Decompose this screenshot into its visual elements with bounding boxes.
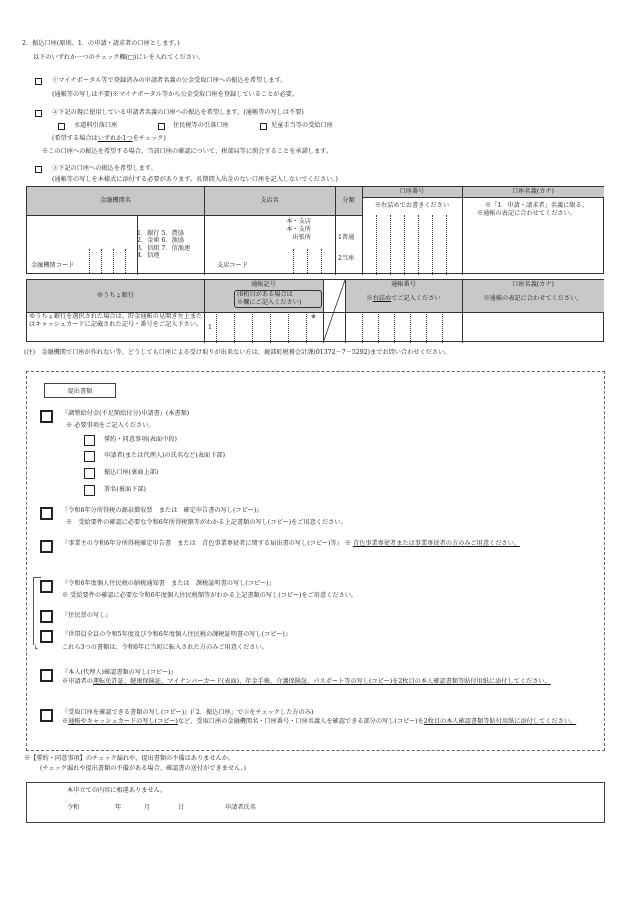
branch-code-label: 支店コード (217, 262, 248, 269)
docs456-note: これら3つの書類は、令和6年に当町に転入された方のみご用意ください。 (62, 644, 268, 651)
signature-day: 日 (178, 804, 185, 811)
account-name-note1: ※「1．申請・請求者」名義に限る。 (485, 202, 588, 209)
type-ordinary: 1普通 (338, 234, 355, 241)
option3-checkbox[interactable] (35, 166, 42, 173)
doc6-title: 『世帯員全員の令和5年度及び令和6年度個人住民税の課税証明書の写し(コピー)』 (62, 631, 292, 638)
yucho-header: ゆうちょ銀行 (96, 292, 135, 299)
water-account-checkbox[interactable] (58, 123, 65, 130)
doc2-checkbox[interactable] (40, 507, 53, 520)
doc1-item4-checkbox[interactable] (84, 485, 95, 496)
doc1-item1-checkbox[interactable] (84, 435, 95, 446)
child-allowance-label: 児童手当等の受給口座 (271, 122, 333, 129)
bank-table (26, 186, 604, 274)
option2-consent: ※この口座への振込を希望する場合、当該口座の確認について、税部局等に照会することを承諾します。 (42, 148, 333, 155)
doc4-checkbox[interactable] (40, 580, 53, 593)
section-heading: 2．振込口座(原則、1．の申請・請求者の口座とします。) (22, 40, 180, 47)
doc8-checkbox[interactable] (40, 709, 53, 722)
account-type-header: 分類 (342, 197, 355, 204)
slash-divider (323, 280, 345, 343)
type-current: 2当座 (338, 255, 355, 262)
bracket-arrow-icon: ↳ (33, 643, 40, 652)
doc5-title: 『住民票の写し』 (62, 612, 112, 619)
warning-line2: (チェック漏れや提出書類の不備がある場合、確認書の送付ができません。) (40, 765, 247, 772)
doc7-checkbox[interactable] (40, 669, 53, 682)
water-account-label: 水道料引落口座 (74, 122, 118, 129)
branch-type-list: 本・支店 本・支所 出張所 (286, 218, 311, 241)
option1-note: (通帳等の写しは不要)※マイナポータル等から公金受取口座を登録していることが必要。 (52, 91, 299, 98)
number-header: 通帳番号 (391, 281, 416, 288)
symbol-note: (6桁目がある場合は ※欄にご記入ください) (234, 290, 322, 308)
account-number-header: 口座番号 (399, 188, 425, 195)
signature-box (26, 782, 605, 823)
symbol-header: 通帳記号 (251, 281, 276, 288)
account-number-note: ※右詰めでお書きください (374, 202, 450, 209)
doc1-item4: 署名(裏面下部) (104, 486, 146, 493)
doc1-title: 『調整給付金(不足額給付分)申請書』(本書類) (62, 410, 190, 417)
number-note: ※右詰めでご記入ください (366, 295, 441, 302)
signature-year: 年 (115, 804, 122, 811)
child-allowance-checkbox[interactable] (260, 123, 267, 130)
section-instruction: 以下のいずれか一つのチェック欄(□)にレを入れてください。 (33, 54, 205, 61)
branch-name-header: 支店名 (260, 197, 279, 204)
doc1-checkbox[interactable] (40, 410, 53, 423)
doc6-checkbox[interactable] (40, 630, 53, 643)
option3-note: (通帳等の写しを本様式に添付する必要があります。長期間入出金のない口座を記入しないでください。) (52, 176, 338, 183)
yucho-name-header: 口座名義(カナ) (512, 281, 554, 288)
doc3-checkbox[interactable] (40, 540, 53, 553)
signature-era: 令和 (67, 804, 80, 811)
doc4-note: ※ 受給要件の確認に必要な令和6年度個人住民税額等がわかる上記書類の写し(コピー)をご用意ください。 (62, 592, 358, 599)
tax-account-checkbox[interactable] (158, 123, 165, 130)
option3-text: ③下記の口座への振込を希望します。 (52, 165, 157, 172)
account-name-header: 口座名義(カナ) (512, 188, 554, 195)
option2-text: ②下記の現に使用している申請者名義の口座への振込を希望します。(通帳等の写しは不要) (52, 109, 304, 116)
doc1-item3: 振込口座(裏面上部) (104, 469, 159, 476)
documents-title: 提出書類 (44, 383, 116, 398)
signature-statement: 本申立ての内容に相違ありません。 (67, 787, 167, 794)
account-name-note2: ※通帳の表記に合わせてください。 (477, 210, 576, 217)
doc8-note: ※通帳やキャッシュカードの写し(コピー)など、受取口座の金融機関名・口座番号・口座名義人を確認できる部分の写し(コピー)を2枚目の本人確認書類等貼付用紙に添付してください。 (62, 718, 577, 725)
option1-checkbox[interactable] (35, 78, 42, 85)
doc8-title: 『受取口座を確認できる書類の写し(コピー)』(「2．振込口座」で③をチェックした方のみ) (62, 709, 314, 716)
signature-month: 月 (144, 804, 151, 811)
doc2-title: 『令和6年分所得税の源泉徴収票 または 確定申告書の写し(コピー)』 (62, 507, 263, 514)
bank-type-list: 1．銀行 5．農協 2．金庫 6．漁協 3．信組 7．信漁連 4．信連 (137, 230, 191, 260)
doc1-note: ※ 必要事項をご記入ください。 (66, 422, 155, 429)
tax-account-label: 住民税等の引落口座 (173, 122, 229, 129)
symbol-star: ※ (311, 313, 317, 320)
option2-checkbox[interactable] (35, 110, 42, 117)
warning-line1: ※【誓約・同意事項】のチェック漏れや、提出書類の不備はありませんか。 (24, 755, 235, 762)
doc4-title: 『令和6年度個人住民税の納税通知書 または 課税証明書の写し(コピー)』 (62, 580, 275, 587)
doc2-note: ※ 受給要件の確認に必要な令和6年所得税額等がわかる上記書類の写し(コピー)をご用意ください。 (66, 519, 347, 526)
option1-text: ①マイナポータル等で登録済みの申請者名義の公金受取口座への振込を希望します。 (52, 77, 287, 84)
doc1-item1: 誓約・同意事項(表面中段) (104, 436, 177, 443)
contact-note: (注) 金融機関で口座が作れない等、どうしても口座による受け取りが出来ない方は、鹿部町税務会計課(01372－7－5292)までお問い合わせください。 (24, 349, 451, 356)
symbol-first-digit: 1 (208, 324, 212, 331)
doc5-checkbox[interactable] (40, 610, 53, 623)
yucho-description: ゆうちょ銀行を選択された場合は、貯金通帳の見開き左上またはキャッシュカードに記載された記号・番号をご記入下さい。 (29, 313, 203, 329)
doc1-item2-checkbox[interactable] (84, 451, 95, 462)
doc1-item3-checkbox[interactable] (84, 468, 95, 479)
yucho-name-note: ※通帳の表記に合わせてください。 (483, 295, 583, 302)
bank-code-label: 金融機関コード (31, 262, 75, 269)
yucho-table (26, 279, 604, 342)
doc3-text: 『事業主の令和6年分所得税確定申告書 または 青色事業専従者に関する届出書の写し(コピー)等』 ※ 青色事業専従者または事業専従者の方のみご用意ください。 (62, 540, 520, 547)
applicant-name-field[interactable] (267, 797, 597, 815)
option2-hint: (希望する場合はいずれか1つをチェック) (52, 135, 166, 142)
doc1-item2: 申請者(または代理人)の氏名など(表面下部) (104, 452, 226, 459)
bank-name-header: 金融機関名 (100, 197, 131, 204)
applicant-name-label: 申請者氏名 (225, 804, 256, 811)
doc7-note: ※申請者の運転免許証、健康保険証、マイナンバーカード(表面)、年金手帳、介護保険証、パスポート等の写し(コピー)を2枚目の本人確認書類等貼付用紙に添付してください。 (62, 678, 551, 685)
doc7-title: 『本人(代理人)確認書類の写し(コピー)』 (62, 669, 177, 676)
